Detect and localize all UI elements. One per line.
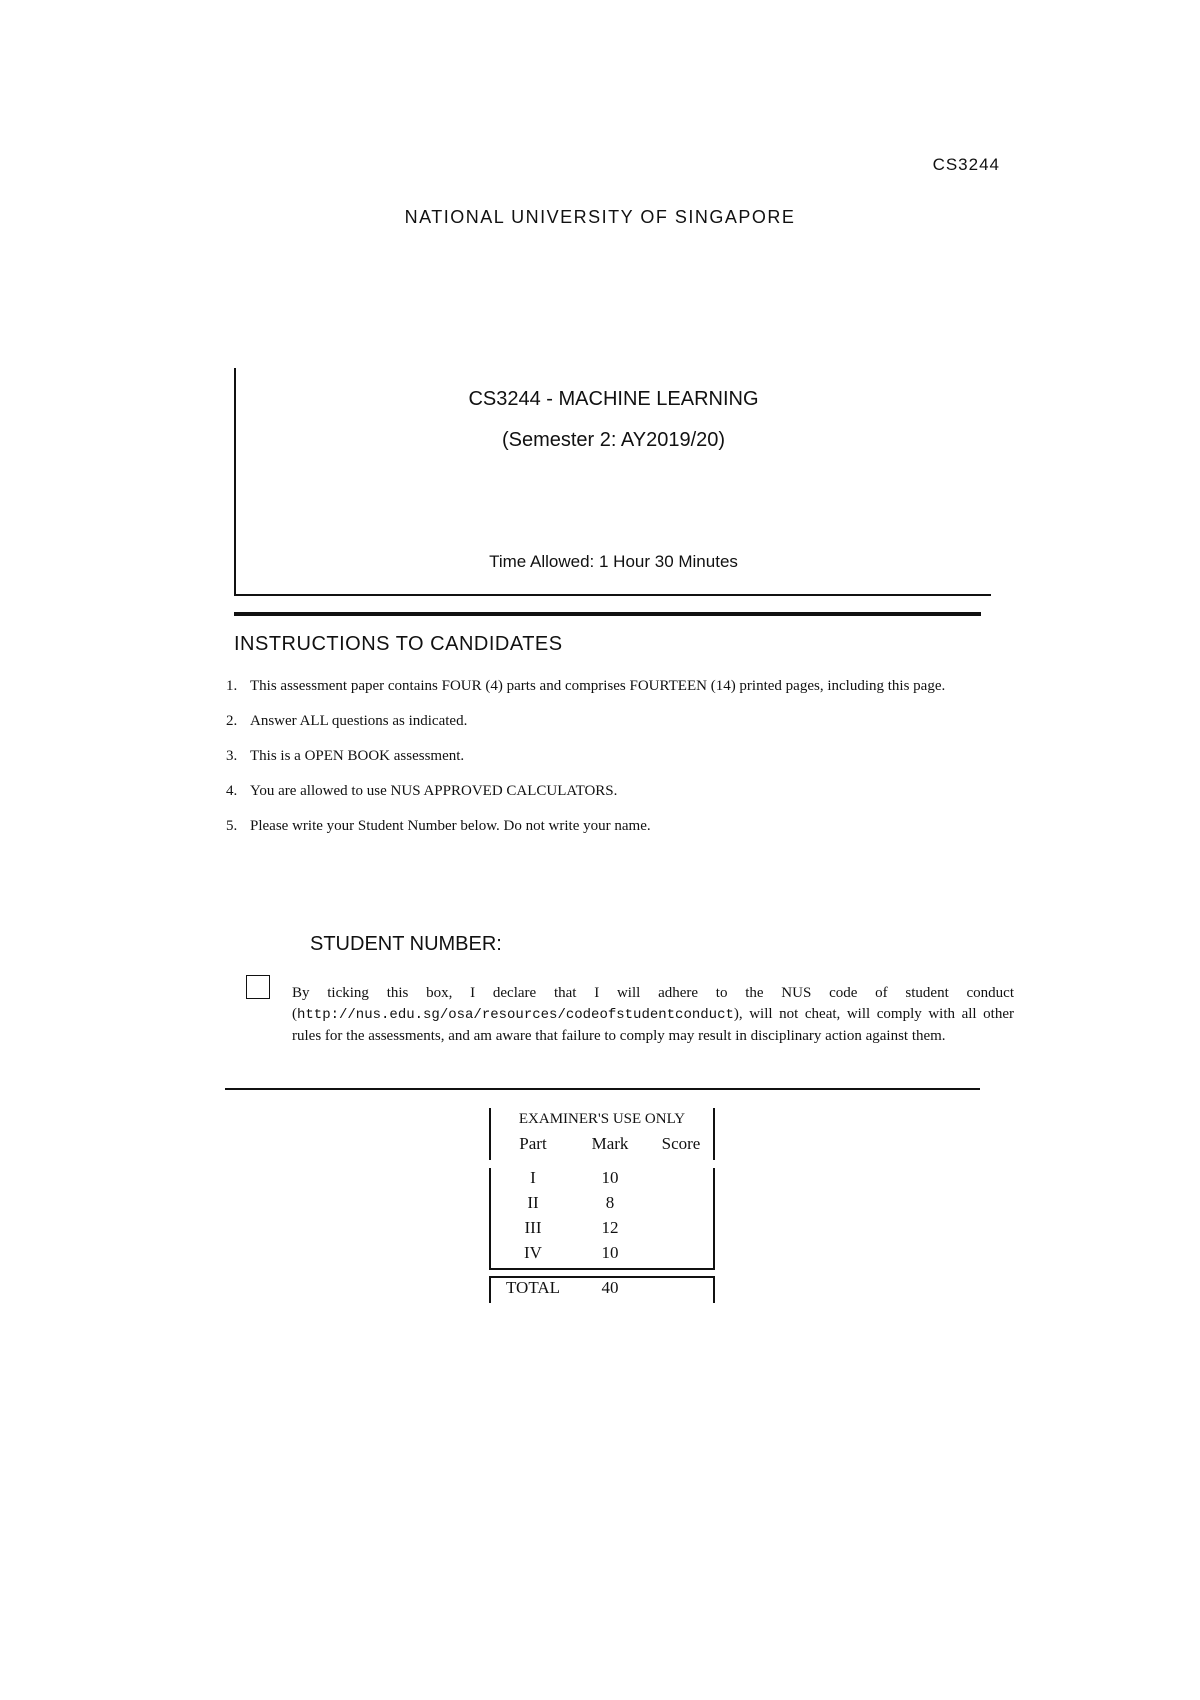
table-total-row [489,1276,715,1303]
part-cell: I [530,1168,536,1187]
divider [234,612,981,616]
table-caption: EXAMINER'S USE ONLY [518,1111,686,1127]
table-row [491,1243,713,1270]
instructions-list [226,676,1016,851]
exam-semester: (Semester 2: AY2019/20) [501,429,726,451]
course-code: CS3244 [932,155,1000,174]
instruction-item: 5. Please write your Student Number below. Do not write your name. [226,818,651,834]
column-header-part: Part [519,1134,547,1153]
part-cell: IV [524,1243,542,1262]
instructions-heading: INSTRUCTIONS TO CANDIDATES [234,633,563,655]
total-mark: 40 [601,1278,619,1297]
university-name: NATIONAL UNIVERSITY OF SINGAPORE [404,207,796,227]
part-cell: III [524,1218,542,1237]
examiners-table [489,1108,715,1303]
exam-title: CS3244 - MACHINE LEARNING [468,388,759,410]
instruction-item: 3. This is a OPEN BOOK assessment. [226,748,465,764]
mark-cell: 10 [601,1168,619,1187]
column-header-mark: Mark [591,1134,629,1153]
mark-cell: 12 [601,1218,619,1237]
instruction-item: 1. This assessment paper contains FOUR (4) parts and comprises FOURTEEN (14) printed pages, including this page. [226,678,946,694]
part-cell: II [527,1193,539,1212]
divider [225,1088,980,1090]
instruction-item: 4. You are allowed to use NUS APPROVED CALCULATORS. [226,783,618,799]
time-allowed: Time Allowed: 1 Hour 30 Minutes [489,552,738,571]
declaration-text: By ticking this box, I declare that I will adhere to the NUS code of student conduct (http://nus.edu.sg/osa/resources/codeofstudentconduct), will not cheat, will comply with all other rules for the assessments, and am aware that failure to comply may result in disciplinary action against them. [292,985,1014,1044]
table-header [489,1108,715,1160]
mark-cell: 10 [601,1243,619,1262]
table-row [491,1168,713,1193]
conduct-url[interactable]: http://nus.edu.sg/osa/resources/codeofstudentconduct [297,1007,734,1023]
declaration-checkbox[interactable] [246,975,270,999]
title-box [234,368,991,596]
student-number-label: STUDENT NUMBER: [310,933,502,955]
instruction-item: 2. Answer ALL questions as indicated. [226,713,468,729]
mark-cell: 8 [605,1193,615,1212]
table-row [491,1193,713,1218]
column-header-score: Score [661,1134,701,1153]
table-row [491,1218,713,1243]
total-label: TOTAL [505,1278,561,1297]
